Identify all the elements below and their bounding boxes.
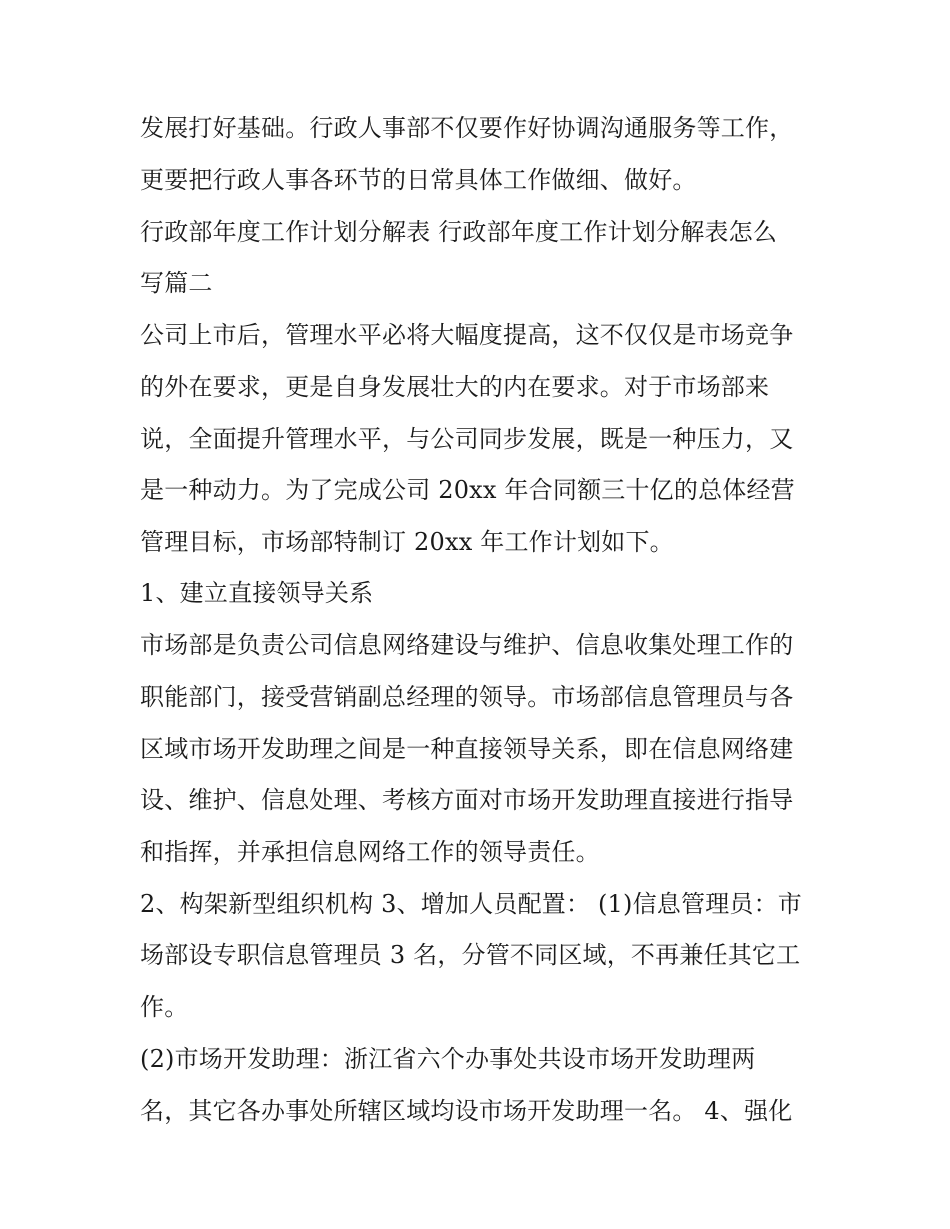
text-line: 说，全面提升管理水平，与公司同步发展，既是一种压力，又	[140, 425, 794, 453]
text-line: 管理目标，市场部特制订 20xx 年工作计划如下。	[140, 528, 674, 556]
text-line: 作。	[140, 993, 189, 1021]
text-line: 公司上市后，管理水平必将大幅度提高，这不仅仅是市场竞争	[140, 321, 794, 349]
text-line: 设、维护、信息处理、考核方面对市场开发助理直接进行指导	[140, 786, 794, 814]
text-line: 是一种动力。为了完成公司 20xx 年合同额三十亿的总体经营	[140, 476, 795, 504]
text-line: 更要把行政人事各环节的日常具体工作做细、做好。	[140, 166, 697, 194]
text-line: 市场部是负责公司信息网络建设与维护、信息收集处理工作的	[140, 631, 794, 659]
text-line: 2、构架新型组织机构 3、增加人员配置： (1)信息管理员：市	[140, 890, 802, 918]
section-heading: 写篇二	[140, 269, 213, 297]
text-line: (2)市场开发助理：浙江省六个办事处共设市场开发助理两	[140, 1045, 756, 1073]
text-line: 的外在要求，更是自身发展壮大的内在要求。对于市场部来	[140, 373, 770, 401]
text-line: 发展打好基础。行政人事部不仅要作好协调沟通服务等工作，	[140, 114, 794, 142]
text-line: 职能部门，接受营销副总经理的领导。市场部信息管理员与各	[140, 683, 794, 711]
text-line: 场部设专职信息管理员 3 名，分管不同区域，不再兼任其它工	[140, 941, 801, 969]
list-heading: 1、建立直接领导关系	[140, 579, 374, 607]
section-heading: 行政部年度工作计划分解表 行政部年度工作计划分解表怎么	[140, 218, 778, 246]
text-line: 区域市场开发助理之间是一种直接领导关系，即在信息网络建	[140, 735, 794, 763]
text-line: 和指挥，并承担信息网络工作的领导责任。	[140, 838, 600, 866]
text-line: 名，其它各办事处所辖区域均设市场开发助理一名。 4、强化	[140, 1097, 793, 1125]
